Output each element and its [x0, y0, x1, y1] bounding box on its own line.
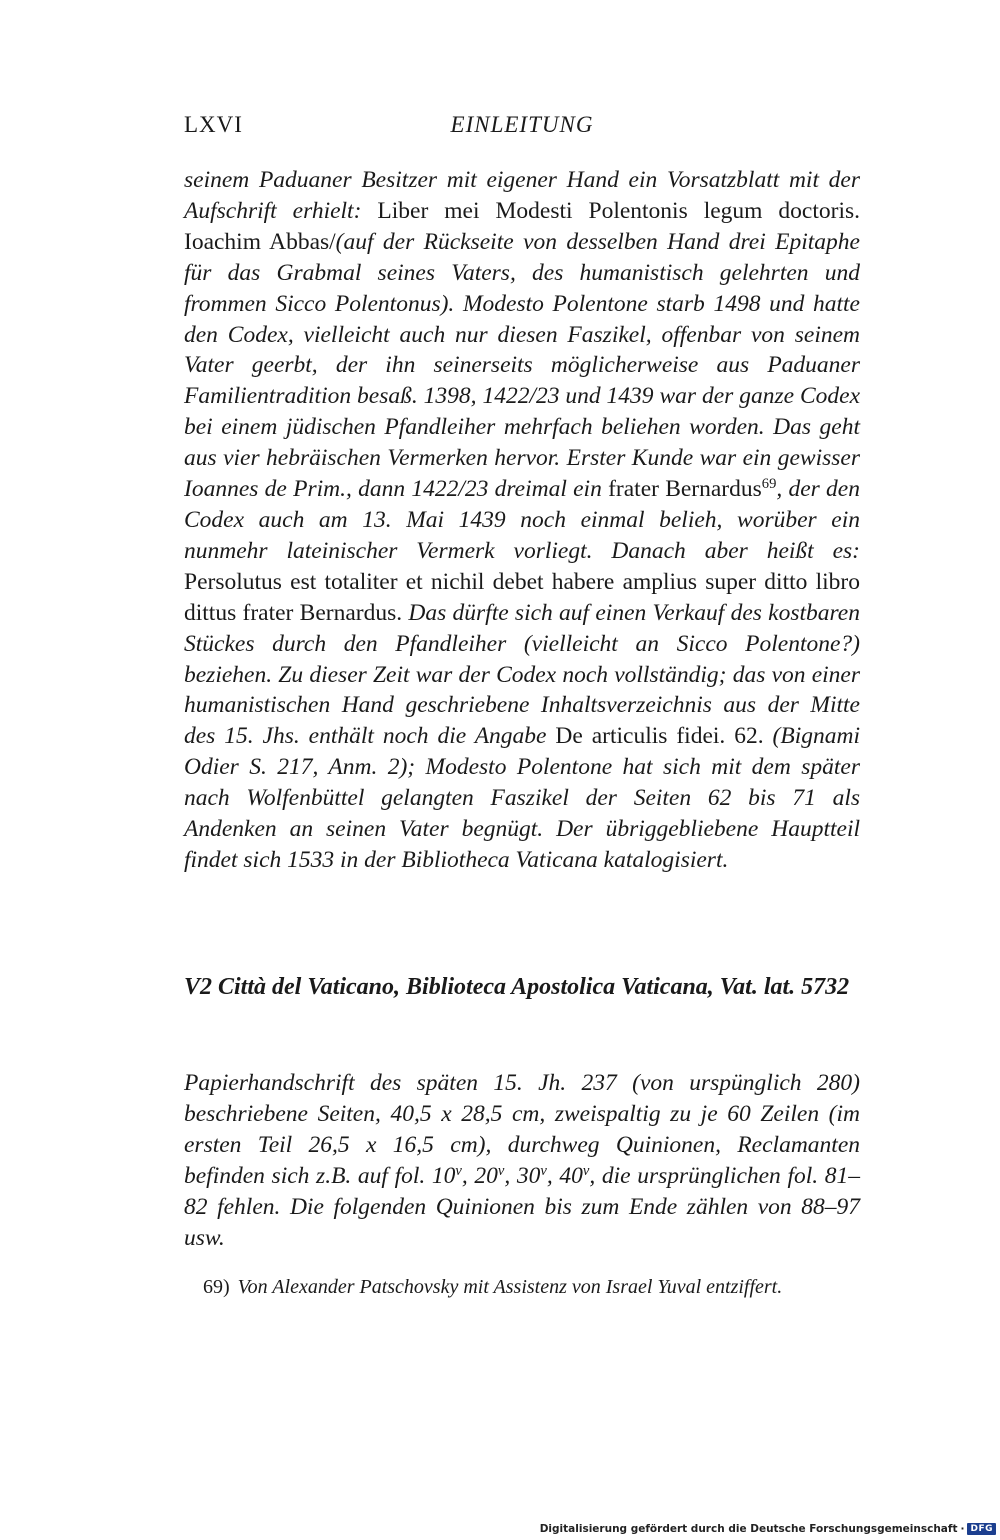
verso-mark: v	[540, 1163, 547, 1179]
verso-mark: v	[455, 1163, 462, 1179]
digitization-credit	[540, 1523, 996, 1535]
text-run: , die ursprünglichen fol. 81–82 fehlen. Die folgenden Quinionen bis zum Ende zählen von 88–97 usw.	[184, 1163, 861, 1251]
text-run: , 30	[504, 1163, 541, 1189]
running-title: EINLEITUNG	[450, 112, 594, 137]
footnote-reference: 69	[761, 476, 777, 493]
text-run: Das dürfte sich auf einen Verkauf des kostbaren Stückes durch den Pfandleiher (vielleicht an Sicco Polentone?) beziehen. Zu dieser Zeit war der Codex noch vollständig; das von einer humanistischen Hand geschriebene Inhaltsverzeichnis aus der Mitte des 15. Jhs. enthält noch die Angabe	[184, 599, 860, 750]
manuscript-description	[184, 1068, 860, 1254]
page-header	[184, 112, 860, 146]
latin-quote: frater Bernardus	[608, 476, 762, 503]
text-run: , 40	[546, 1163, 583, 1189]
text-run: , der den Codex auch am 13. Mai 1439 noch einmal belieh, worüber ein nunmehr lateinischer Vermerk vorliegt. Danach aber heißt es:	[184, 476, 860, 564]
text-run: (auf der Rückseite von desselben Hand drei Epitaphe für das Grabmal seines Vaters, des humanistisch gelehrten und frommen Sicco Polentonus). Modesto Polentone starb 1498 und hatte den Codex, vielleicht auch nur diesen Faszikel, offenbar von seinem Vater geerbt, der ihn seinerseits möglicherweise aus Paduaner Familientradition besaß. 1398, 1422/23 und 1439 war der ganze Codex bei einem jüdischen Pfandleiher mehrfach beliehen worden. Das geht aus vier hebräischen Vermerken hervor. Erster Kunde war ein gewisser Ioannes de Prim., dann 1422/23 dreimal ein	[184, 228, 860, 503]
main-paragraph	[184, 165, 860, 876]
page-number: LXVI	[184, 112, 243, 137]
verso-mark: v	[582, 1163, 590, 1179]
text-run: seinem Paduaner Besitzer mit eigener Hand ein Vorsatzblatt mit der Aufschrift erhielt:	[184, 167, 860, 224]
latin-quote: De articulis fidei. 62.	[555, 723, 764, 750]
section-heading: V2 Città del Vaticano, Biblioteca Apostolica Vaticana, Vat. lat. 5732	[184, 974, 850, 1000]
latin-quote: Liber mei Modesti Polentonis legum doctoris. Ioachim Abbas/	[184, 197, 861, 255]
text-run: (Bignami Odier S. 217, Anm. 2); Modesto Polentone hat sich mit dem später nach Wolfenbüttel gelangten Faszikel der Seiten 62 bis 71 als Andenken an seinen Vater begnügt. Der übriggebliebene Hauptteil findet sich 1533 in der Bibliotheca Vaticana katalogisiert.	[184, 723, 860, 873]
dfg-logo-icon: DFG	[967, 1523, 996, 1535]
verso-mark: v	[497, 1163, 505, 1179]
credit-separator: ·	[960, 1523, 965, 1535]
credit-text: Digitalisierung gefördert durch die Deutsche Forschungsgemeinschaft	[539, 1523, 958, 1535]
footnote-number: 69)	[203, 1276, 230, 1298]
text-run: , 20	[461, 1163, 498, 1189]
footnote-text: Von Alexander Patschovsky mit Assistenz von Israel Yuval entziffert.	[237, 1276, 783, 1298]
latin-quote: Persolutus est totaliter et nichil debet habere amplius super ditto libro dittus frater Bernardus.	[184, 568, 860, 626]
text-run: Papierhandschrift des späten 15. Jh. 237 (von urspünglich 280) beschriebene Seiten, 40,5 x 28,5 cm, zweispaltig zu je 60 Zeilen (im ersten Teil 26,5 x 16,5 cm), durchweg Quinionen, Reclamanten befinden sich z.B. auf fol. 10	[184, 1070, 860, 1189]
footnote	[203, 1274, 860, 1300]
